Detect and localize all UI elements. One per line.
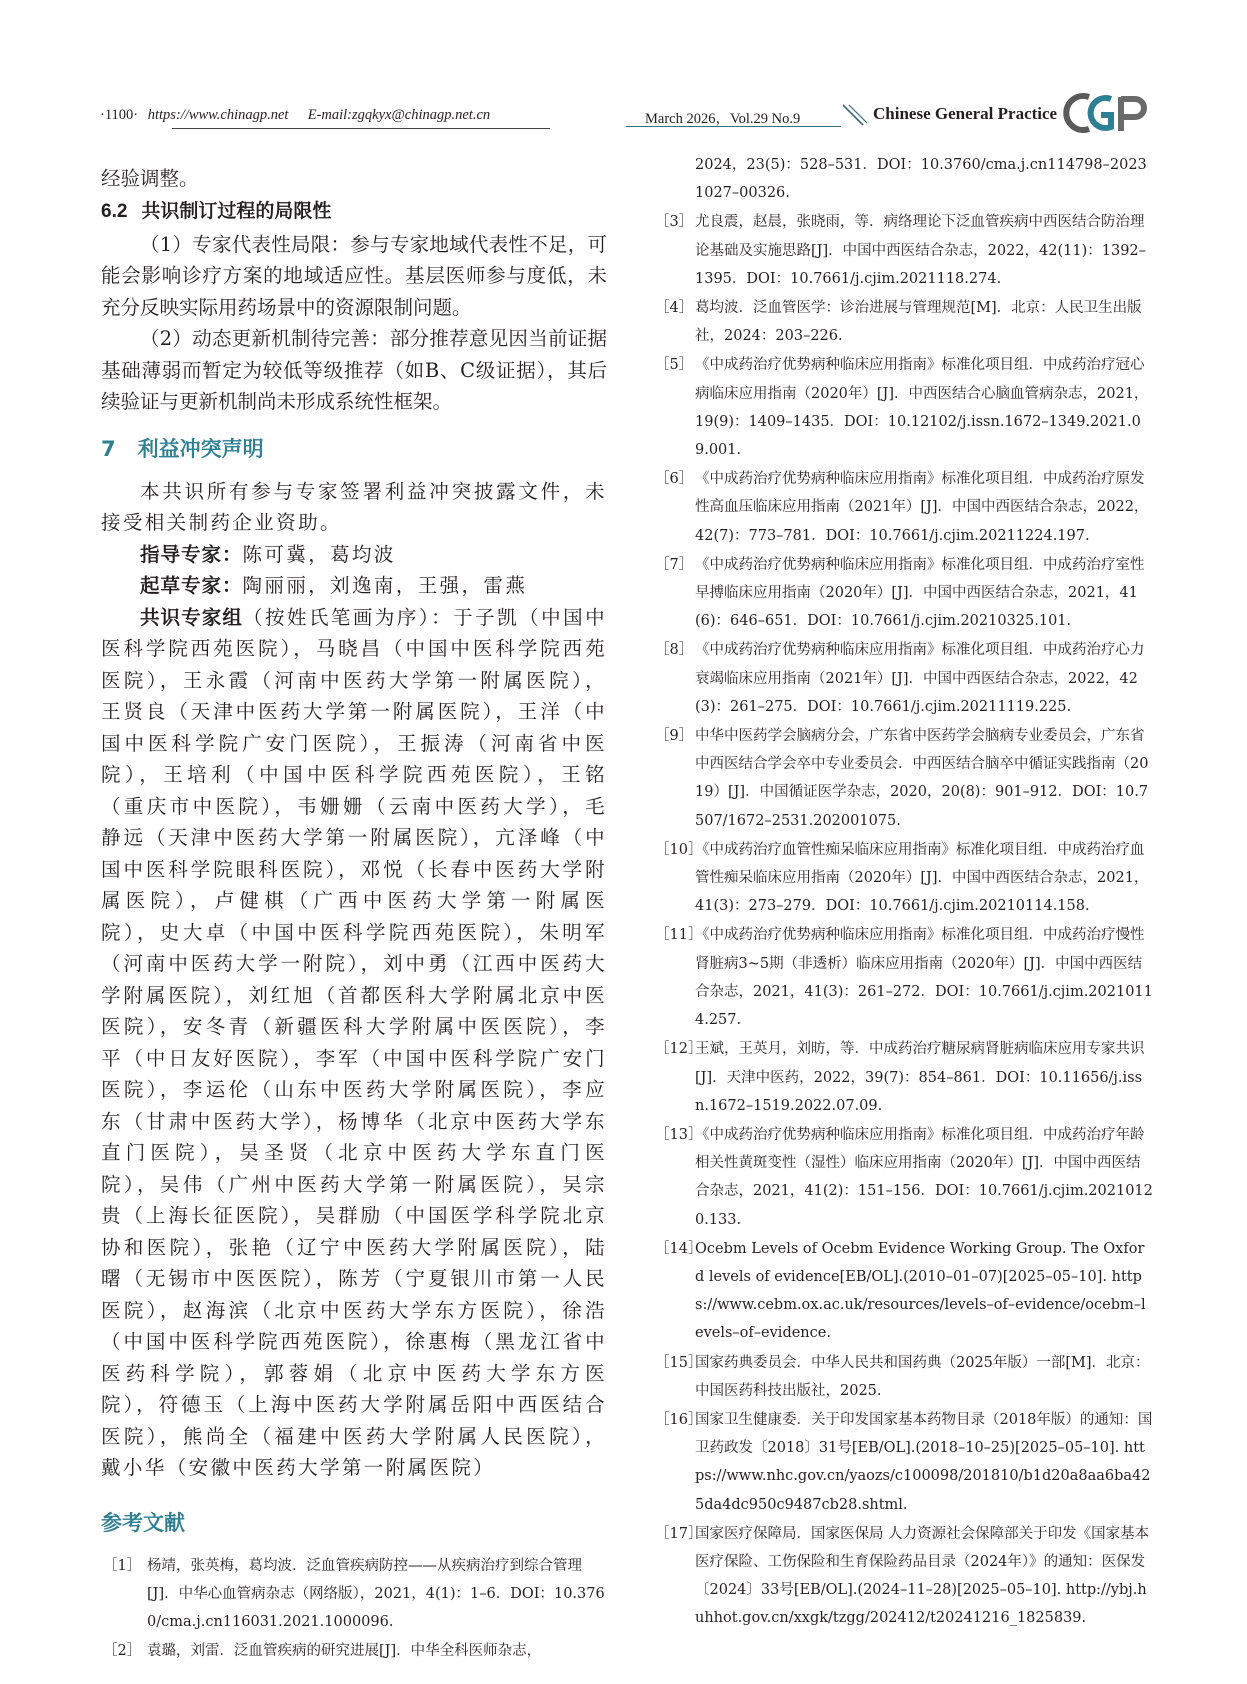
reference-item: ［4］ 葛均波．泛血管医学：诊治进展与管理规范[M]．北京：人民卫生出版社，2024：203–226. [655,300,1142,345]
reference-item: ［2］ 袁璐，刘雷．泛血管疾病的研究进展[J]．中华全科医师杂志， [103,1643,542,1660]
guide-label: 指导专家： [140,542,243,566]
reference-item: ［16］ 国家卫生健康委．关于印发国家基本药物目录（2018年版）的通知：国卫药政发〔2018〕31号[EB/OL].(2018–10–25)[2025–05–10]. https://www.nhc.gov.cn/yaozs/c100098/201810/b1d20a8aa6ba425da4dc950c9487cb28.shtml. [655,1411,1153,1513]
right-column [653,151,1153,1634]
reference-continuation: 2024，23(5)：528–531．DOI：10.3760/cma.j.cn114798–20231027–00326. [695,157,1147,202]
reference-item: ［7］ 《中成药治疗优势病种临床应用指南》标准化项目组．中成药治疗室性早搏临床应用指南（2020年）[J]．中国中西医结合杂志，2021，41(6)：646–651．DOI：10.7661/j.cjim.20210325.101. [655,556,1145,630]
section-title: 利益冲突声明 [137,436,264,461]
reference-item: ［8］ 《中成药治疗优势病种临床应用指南》标准化项目组．中成药治疗心力衰竭临床应用指南（2021年）[J]．中国中西医结合杂志，2022，42(3)：261–275．DOI：10.7661/j.cjim.20211119.225. [655,642,1145,715]
paragraph-limitation-1: （1）专家代表性局限：参与专家地域代表性不足，可能会影响诊疗方案的地域适应性。基层医师参与度低，未充分反映实际用药场景中的资源限制问题。 [101,232,607,319]
reference-item: ［1］ 杨靖，张英梅，葛均波．泛血管疾病防控——从疾病治疗到综合管理[J]．中华心血管病杂志（网络版），2021，4(1)：1–6．DOI：10.3760/cma.j.cn116031.2021.1000096. [103,1557,605,1630]
page-header [0,0,1247,140]
issue-info: March 2026，Vol.29 No.9 [645,111,801,127]
reference-list-left [101,1552,607,1666]
email-link[interactable]: E-mail:zgqkyx@chinagp.net.cn [307,107,491,123]
reference-item: ［13］ 《中成药治疗优势病种临床应用指南》标准化项目组．中成药治疗年龄相关性黄斑变性（湿性）临床应用指南（2020年）[J]．中国中西医结合杂志，2021，41(2)：151–156．DOI：10.7661/j.cjim.20210120.133. [655,1126,1153,1228]
section-number: 7 [101,436,116,461]
page-number: ·1100· [100,107,139,123]
section-title: 共识制订过程的局限性 [141,199,332,222]
reference-item: ［5］ 《中成药治疗优势病种临床应用指南》标准化项目组．中成药治疗冠心病临床应用指南（2020年）[J]．中西医结合心脑血管病杂志，2021，19(9)：1409–1435．DOI：10.12102/j.issn.1672–1349.2021.09.001. [655,357,1149,459]
paragraph-intro-tail: 经验调整。 [101,167,199,190]
draft-label: 起草专家： [140,574,243,597]
reference-item: ［12］ 王斌，王英月，刘昉，等．中成药治疗糖尿病肾脏病临床应用专家共识[J]．天津中医药，2022，39(7)：854–861．DOI：10.11656/j.issn.1672–1519.2022.07.09. [655,1041,1145,1114]
header-rule-right [626,126,841,127]
group-text: （按姓氏笔画为序）：于子凯（中国中医科学院西苑医院），马晓昌（中国中医科学院西苑医院），王永霞（河南中医药大学第一附属医院），王贤良（天津中医药大学第一附属医院），王洋（中国中医科学院广安门医院），王振涛（河南省中医院），王培利（中国中医科学院西苑医院），王铭（重庆市中医院），韦姗姗（云南中医药大学），毛静远（天津中医药大学第一附属医院），亢泽峰（中国中医科学院眼科医院），邓悦（长春中医药大学附属医院），卢健棋（广西中医药大学第一附属医院），史大卓（中国中医科学院西苑医院），朱明军（河南中医药大学一附院），刘中勇（江西中医药大学附属医院），刘红旭（首都医科大学附属北京中医医院），安冬青（新疆医科大学附属中医医院），李平（中日友好医院），李军（中国中医科学院广安门医院），李运伦（山东中医药大学附属医院），李应东（甘肃中医药大学），杨博华（北京中医药大学东直门医院），吴圣贤（北京中医药大学东直门医院），吴伟（广州中医药大学第一附属医院），吴宗贵（上海长征医院），吴群励（中国医学科学院北京协和医院），张艳（辽宁中医药大学附属医院），陆曙（无锡市中医医院），陈芳（宁夏银川市第一人民医院），赵海滨（北京中医药大学东方医院），徐浩（中国中医科学院西苑医院），徐惠梅（黑龙江省中医药科学院），郭蓉娟（北京中医药大学东方医院），符德玉（上海中医药大学附属岳阳中西医结合医院），熊尚全（福建中医药大学附属人民医院），戴小华（安徽中医药大学第一附属医院） [101,605,607,1479]
journal-logo [1059,91,1151,135]
draft-names: 陶丽丽，刘逸南，王强，雷燕 [242,574,528,597]
guide-names: 陈可冀，葛均波 [242,542,396,566]
reference-item: ［17］ 国家医疗保障局．国家医保局 人力资源社会保障部关于印发《国家基本医疗保险、工伤保险和生育保险药品目录（2024年）》的通知：医保发〔2024〕33号[EB/OL].(2024–11–28)[2025–05–10]. http://ybj.huhhot.gov.cn/xxgk/tzgg/202412/t20241216_1825839. [655,1525,1150,1627]
paragraph-coi: 本共识所有参与专家签署利益冲突披露文件，未接受相关制药企业资助。 [101,479,607,534]
header-rule-left [172,128,550,129]
guide-experts [101,539,607,571]
group-label: 共识专家组 [140,605,243,629]
header-slash-decoration [841,103,867,127]
section-heading-6-2 [101,196,607,227]
journal-name: Chinese General Practice [873,104,1058,123]
draft-experts [101,570,607,602]
reference-item: ［10］ 《中成药治疗血管性痴呆临床应用指南》标准化项目组．中成药治疗血管性痴呆临床应用指南（2020年）[J]．中国中西医结合杂志，2021，41(3)：273–279．DOI：10.7661/j.cjim.20210114.158. [655,841,1149,915]
header-left [100,107,490,124]
references-heading: 参考文献 [101,1510,185,1535]
reference-item: ［11］ 《中成药治疗优势病种临床应用指南》标准化项目组．中成药治疗慢性肾脏病3~5期（非透析）临床应用指南（2020年）[J]．中国中西医结合杂志，2021，41(3)：261–272．DOI：10.7661/j.cjim.20210114.257. [655,927,1153,1029]
section-number: 6.2 [101,200,128,222]
reference-item: ［14］ Ocebm Levels of Ocebm Evidence Working Group. The Oxford levels of evidence[EB/OL].(2010–01–07)[2025–05–10]. https://www.cebm.ox.ac.uk/resources/levels–of–evidence/ocebm–levels–of–evidence. [655,1240,1146,1342]
reference-item: ［3］ 尤良震，赵晨，张晓雨，等．病络理论下泛血管疾病中西医结合防治理论基础及实施思路[J]．中国中西医结合杂志，2022，42(11)：1392–1395．DOI：10.7661/j.cjim.2021118.274. [655,214,1146,287]
section-heading-7 [101,434,607,464]
reference-item: ［6］ 《中成药治疗优势病种临床应用指南》标准化项目组．中成药治疗原发性高血压临床应用指南（2021年）[J]．中国中西医结合杂志，2022，42(7)：773–781．DOI：10.7661/j.cjim.20211224.197. [655,471,1149,544]
paragraph-limitation-2: （2）动态更新机制待完善：部分推荐意见因当前证据基础薄弱而暂定为较低等级推荐（如B、C级证据），其后续验证与更新机制尚未形成系统性框架。 [101,327,607,413]
website-link[interactable]: https://www.chinagp.net [147,107,289,123]
reference-item: ［9］ 中华中医药学会脑病分会，广东省中医药学会脑病专业委员会，广东省中西医结合学会卒中专业委员会．中西医结合脑卒中循证实践指南（2019）[J]．中国循证医学杂志，2020，20(8)：901–912．DOI：10.7507/1672–2531.202001075. [655,728,1149,829]
left-column [101,163,607,1666]
reference-item: ［15］ 国家药典委员会．中华人民共和国药典（2025年版）一部[M]．北京：中国医药科技出版社，2025. [655,1354,1150,1399]
expert-group [101,602,607,1484]
